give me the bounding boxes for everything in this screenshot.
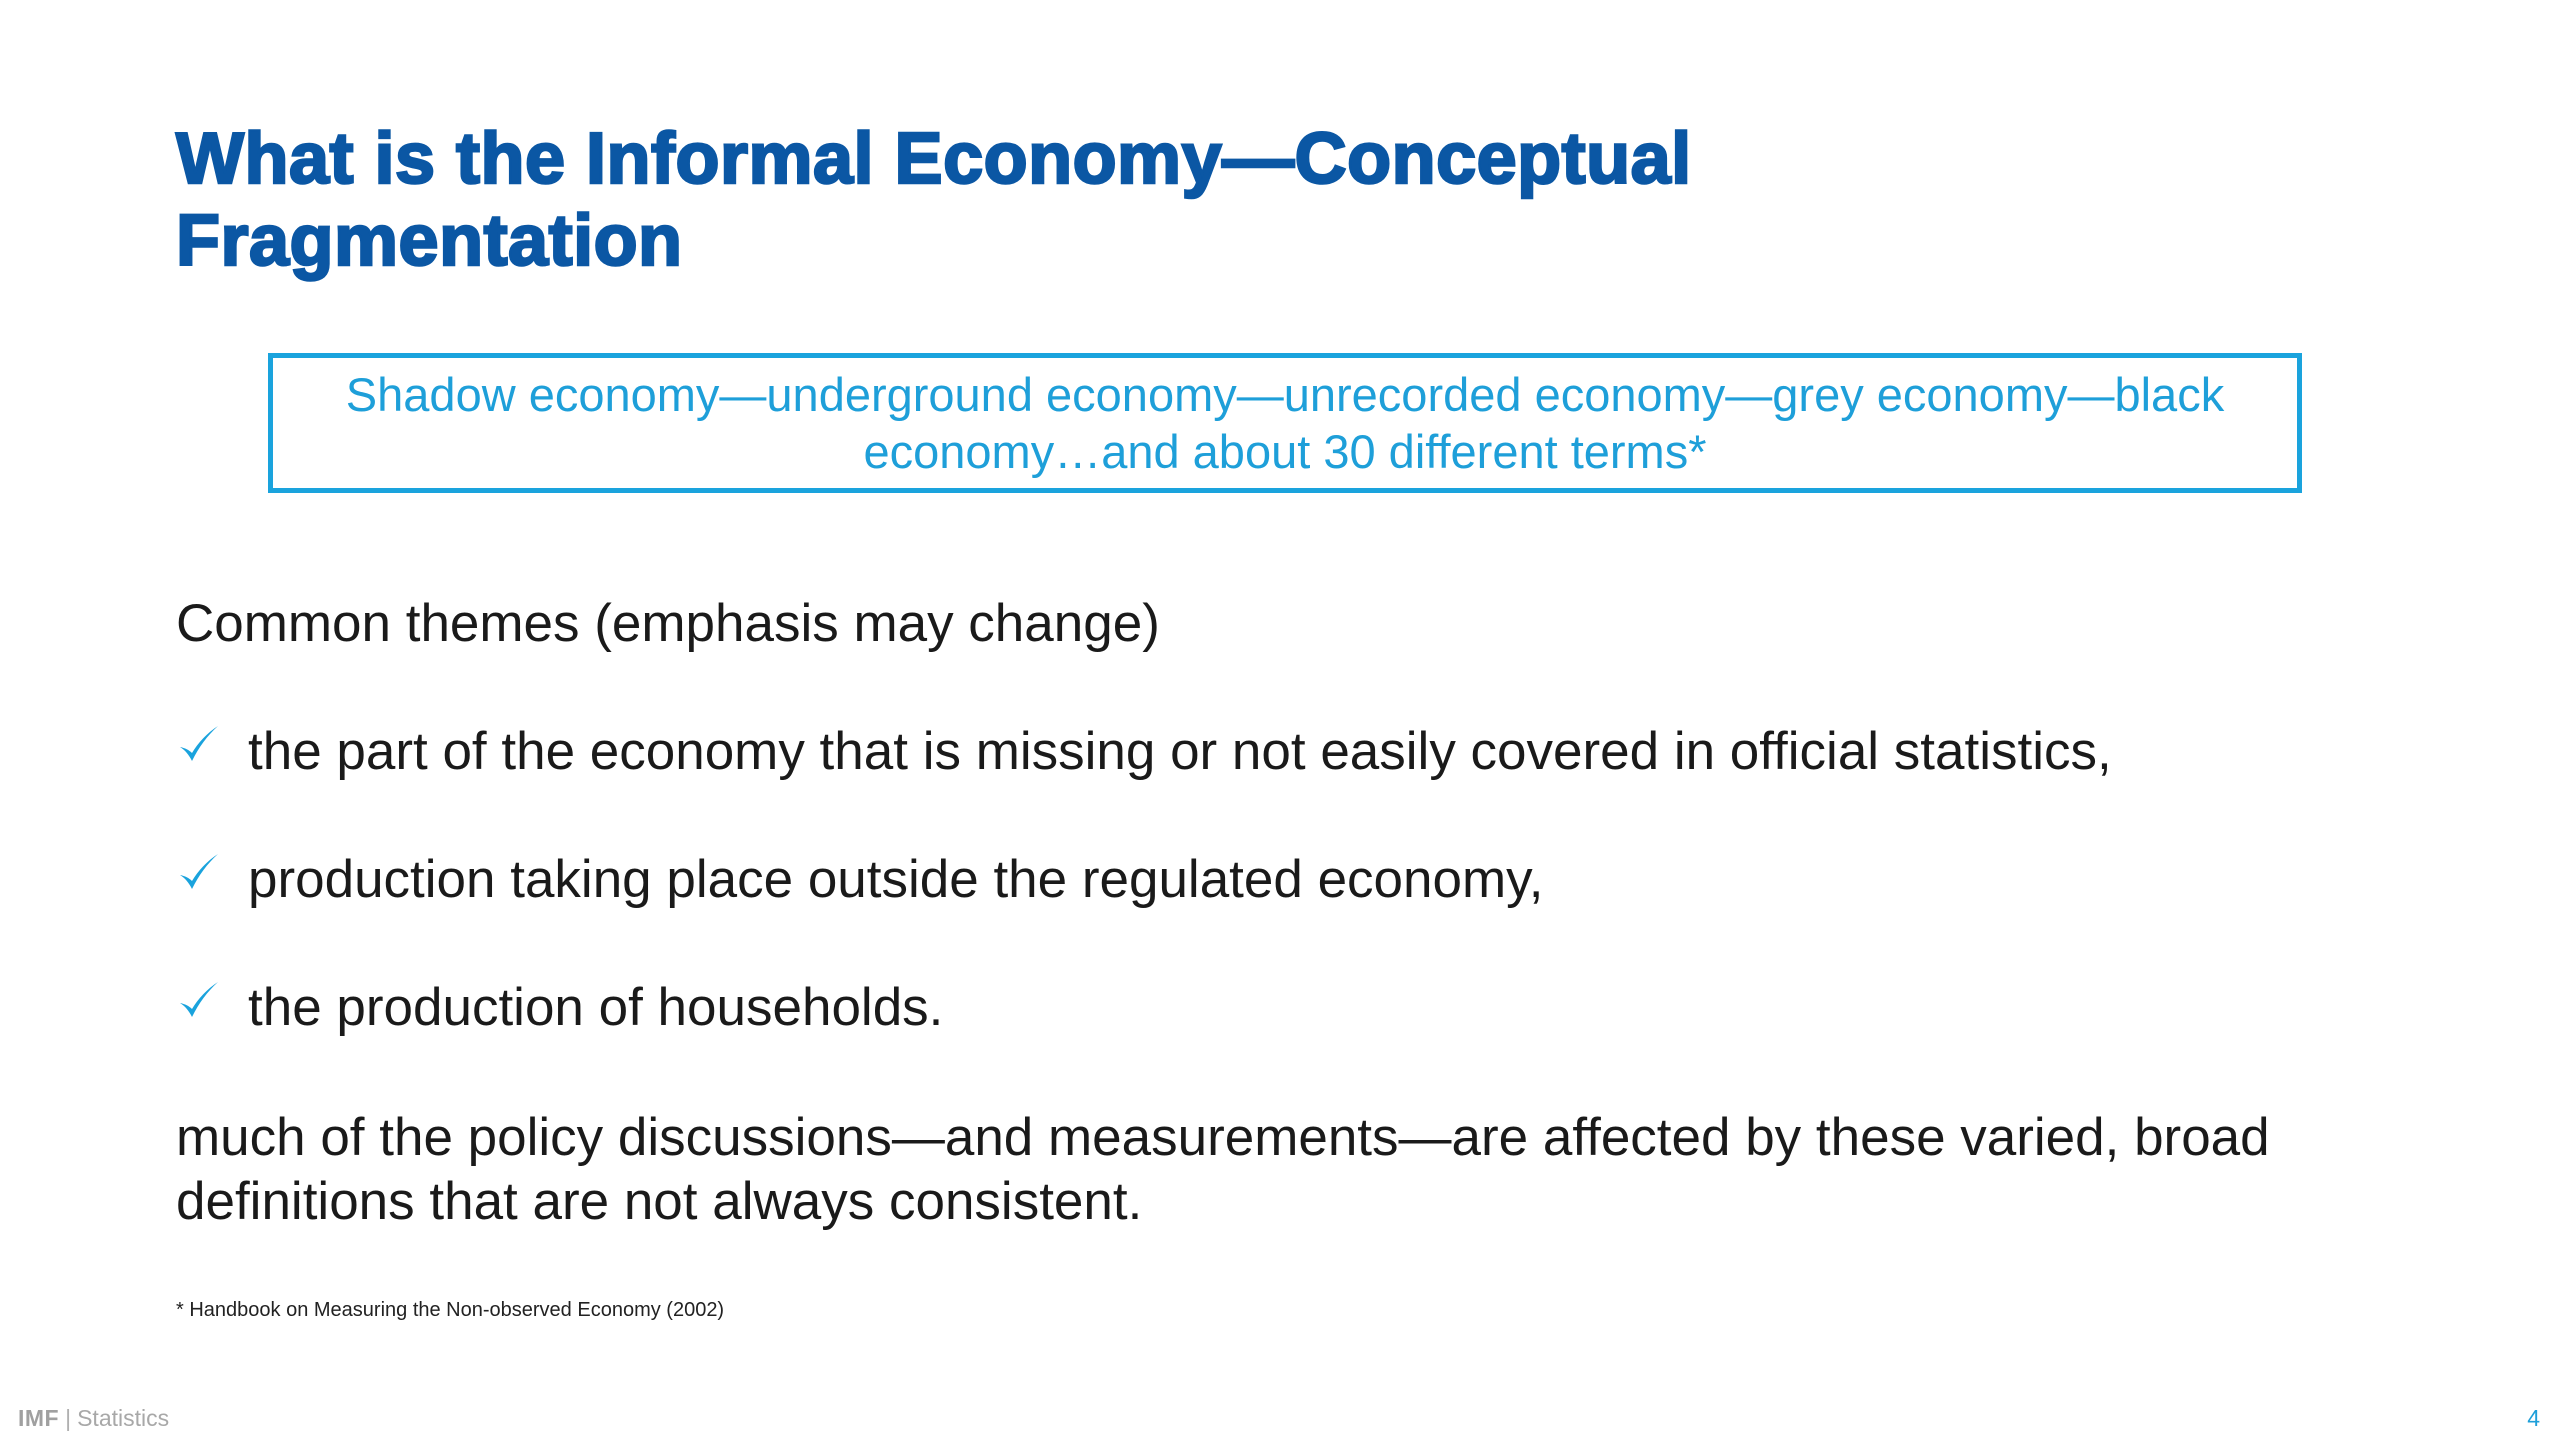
themes-heading: Common themes (emphasis may change) (176, 594, 1160, 653)
page-number: 4 (2527, 1405, 2540, 1431)
footnote: * Handbook on Measuring the Non-observed Economy (2002) (176, 1299, 725, 1321)
slide-title (176, 118, 2276, 282)
slide-title-line-2: Fragmentation (176, 201, 683, 281)
list-item (176, 848, 2112, 912)
bullet-text: production taking place outside the regulated economy, (248, 850, 1544, 909)
list-item (176, 976, 2112, 1040)
bullet-text: the production of households. (248, 978, 944, 1037)
slide-title-line-1: What is the Informal Economy—Conceptual (176, 119, 1692, 199)
conclusion-paragraph: much of the policy discussions—and measurements—are affected by these varied, broad definitions that are not always consistent. (176, 1108, 2270, 1231)
terms-callout-text: Shadow economy—underground economy—unrecorded economy—grey economy—black economy…and about 30 different terms* (345, 368, 2225, 478)
footer-brand (18, 1404, 169, 1432)
footer-section-label: Statistics (77, 1405, 170, 1431)
terms-callout-box (268, 353, 2302, 493)
check-icon (176, 979, 220, 1023)
themes-list (176, 720, 2112, 1104)
check-icon (176, 723, 220, 767)
bullet-text: the part of the economy that is missing or not easily covered in official statistics, (248, 722, 2112, 781)
list-item (176, 720, 2112, 784)
check-icon (176, 851, 220, 895)
imf-logo: IMF (18, 1405, 60, 1431)
footer-separator: | (65, 1405, 72, 1431)
